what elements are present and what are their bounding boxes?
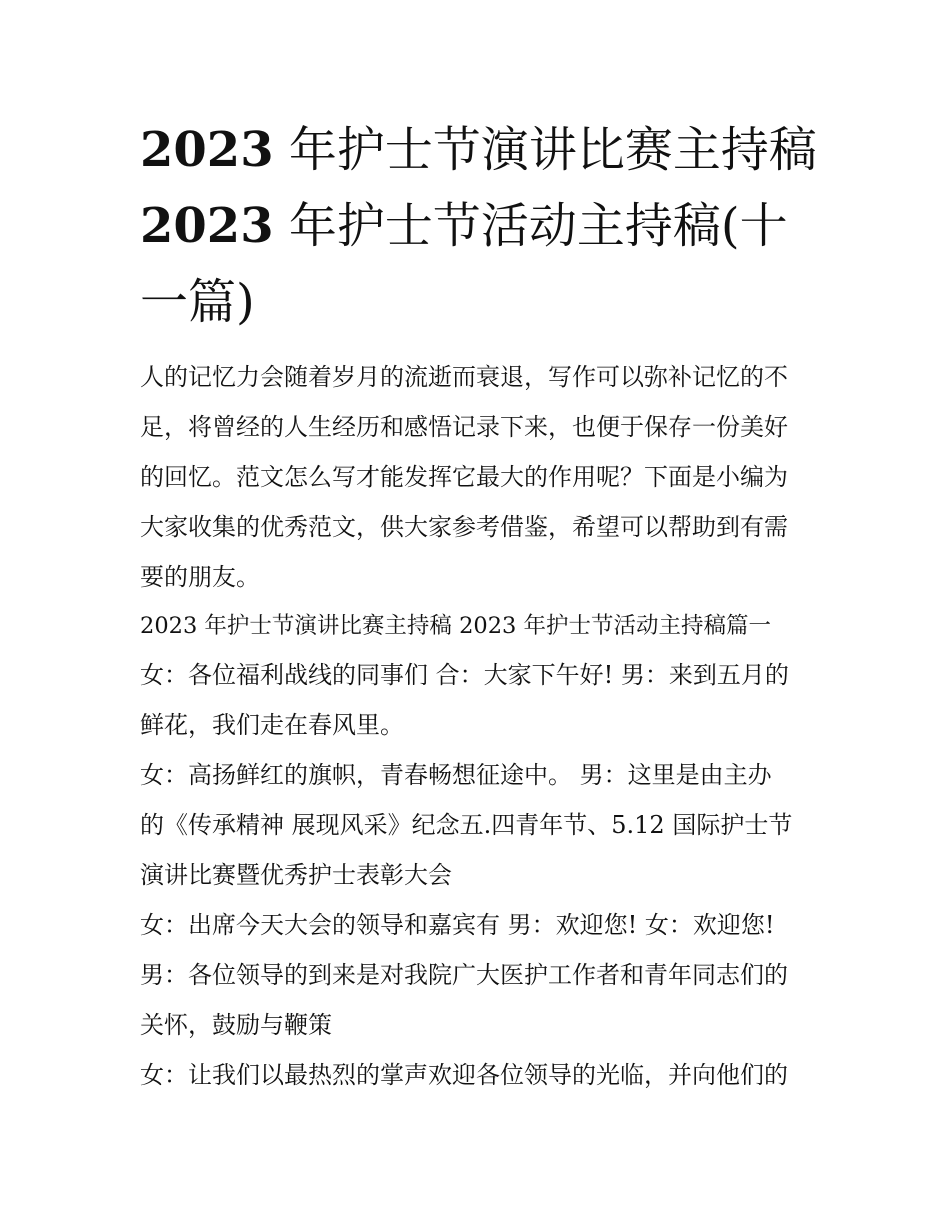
intro-line: 大家收集的优秀范文，供大家参考借鉴，希望可以帮助到有需 bbox=[140, 513, 788, 541]
dialogue-paragraph bbox=[140, 650, 830, 750]
intro-line: 要的朋友。 bbox=[140, 563, 260, 591]
section-heading: 2023 年护士节演讲比赛主持稿 2023 年护士节活动主持稿篇一 bbox=[140, 613, 771, 639]
intro-line: 的回忆。范文怎么写才能发挥它最大的作用呢？下面是小编为 bbox=[140, 463, 788, 491]
dialogue-line: 男：各位领导的到来是对我院广大医护工作者和青年同志们的 bbox=[140, 961, 788, 989]
title-year-1: 2023 bbox=[140, 122, 274, 178]
intro-line: 足，将曾经的人生经历和感悟记录下来，也便于保存一份美好 bbox=[140, 413, 788, 441]
intro-paragraph bbox=[140, 352, 830, 602]
dialogue-paragraph bbox=[140, 1050, 830, 1100]
title-text-1: 年护士节演讲比赛主持稿 bbox=[288, 122, 817, 178]
dialogue-paragraph bbox=[140, 900, 830, 1050]
dialogue-line: 的《传承精神 展现风采》纪念五.四青年节、5.12 国际护士节 bbox=[140, 811, 793, 839]
dialogue-line: 女：高扬鲜红的旗帜，青春畅想征途中。 男：这里是由主办 bbox=[140, 761, 772, 789]
dialogue-line: 女：出席今天大会的领导和嘉宾有 男：欢迎您! 女：欢迎您! bbox=[140, 911, 775, 939]
title-line-2 bbox=[140, 188, 830, 264]
dialogue-line: 关怀，鼓励与鞭策 bbox=[140, 1011, 332, 1039]
document-title bbox=[140, 112, 830, 340]
dialogue-line: 演讲比赛暨优秀护士表彰大会 bbox=[140, 861, 452, 889]
document-page bbox=[140, 112, 830, 1100]
dialogue-line: 女：各位福利战线的同事们 合：大家下午好! 男：来到五月的 bbox=[140, 661, 789, 689]
body-text bbox=[140, 650, 830, 1100]
title-line-3: 一篇) bbox=[140, 274, 255, 330]
dialogue-paragraph bbox=[140, 750, 830, 900]
dialogue-line: 鲜花，我们走在春风里。 bbox=[140, 711, 404, 739]
title-text-2: 年护士节活动主持稿(十 bbox=[288, 198, 788, 254]
title-line-1 bbox=[140, 112, 830, 188]
intro-line: 人的记忆力会随着岁月的流逝而衰退，写作可以弥补记忆的不 bbox=[140, 363, 788, 391]
title-year-2: 2023 bbox=[140, 198, 274, 254]
dialogue-line: 女：让我们以最热烈的掌声欢迎各位领导的光临，并向他们的 bbox=[140, 1061, 788, 1089]
